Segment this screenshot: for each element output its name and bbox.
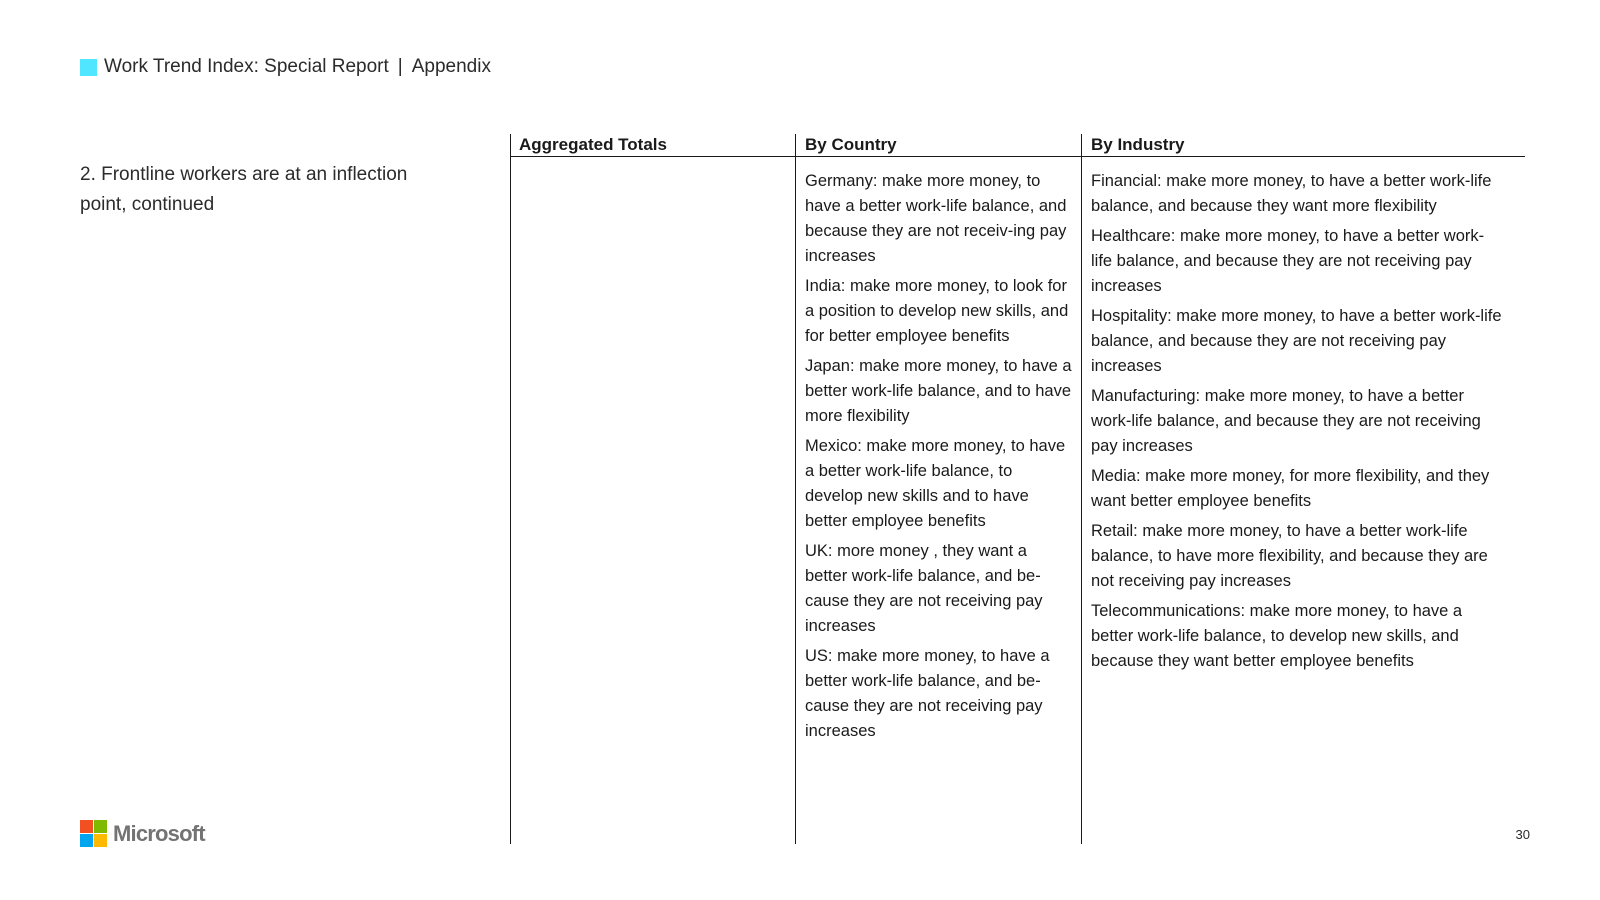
report-header [80, 56, 491, 78]
country-entry-india: India: make more money, to look for a position to develop new skills, and for better employee benefits [805, 277, 1069, 345]
industry-entry-media: Media: make more money, for more flexibility, and they want better employee benefits [1091, 467, 1490, 510]
microsoft-logo [80, 820, 205, 847]
page-number: 30 [1515, 827, 1530, 842]
country-entry-mexico: Mexico: make more money, to have a better work-life balance, to develop new skills and to have better employee benefits [805, 437, 1066, 530]
report-title: Work Trend Index: Special Report [104, 56, 389, 77]
accent-square-icon [80, 59, 97, 76]
country-entry-us: US: make more money, to have a better work-life balance, and be-cause they are not receiving pay increases [805, 647, 1050, 740]
column-divider [795, 134, 796, 844]
industry-entry-manufacturing: Manufacturing: make more money, to have a better work-life balance, and because they are not receiving pay increases [1091, 387, 1481, 455]
report-section: Appendix [411, 56, 491, 77]
column-divider [1081, 134, 1082, 844]
appendix-table [510, 134, 1525, 844]
industry-entry-financial: Financial: make more money, to have a better work-life balance, and because they want more flexibility [1091, 172, 1492, 215]
industry-entry-hospitality: Hospitality: make more money, to have a better work-life balance, and because they are not receiving pay increases [1091, 307, 1502, 375]
column-header-by-industry: By Industry [1091, 135, 1185, 154]
country-entry-japan: Japan: make more money, to have a better work-life balance, and to have more flexibility [805, 357, 1072, 425]
country-entry-uk: UK: more money , they want a better work-life balance, and be-cause they are not receiving pay increases [805, 542, 1043, 635]
header-separator: | [397, 56, 403, 77]
microsoft-wordmark: Microsoft [113, 820, 205, 846]
by-industry-column [1091, 169, 1505, 679]
microsoft-logo-icon [80, 820, 107, 847]
section-title: 2. Frontline workers are at an inflection point, continued [80, 164, 408, 215]
column-divider [510, 134, 511, 844]
industry-entry-retail: Retail: make more money, to have a better work-life balance, to have more flexibility, and because they are not receiving pay increases [1091, 522, 1488, 590]
country-entry-germany: Germany: make more money, to have a better work-life balance, and because they are not receiv-ing pay increases [805, 172, 1067, 265]
column-header-aggregated-totals: Aggregated Totals [519, 135, 667, 154]
industry-entry-telecommunications: Telecommunications: make more money, to have a better work-life balance, to develop new skills, and because they want better employee benefits [1091, 602, 1463, 670]
column-header-by-country: By Country [805, 135, 897, 154]
industry-entry-healthcare: Healthcare: make more money, to have a better work-life balance, and because they are not receiving pay increases [1091, 227, 1485, 295]
by-country-column [805, 169, 1073, 749]
header-rule [510, 156, 1525, 157]
